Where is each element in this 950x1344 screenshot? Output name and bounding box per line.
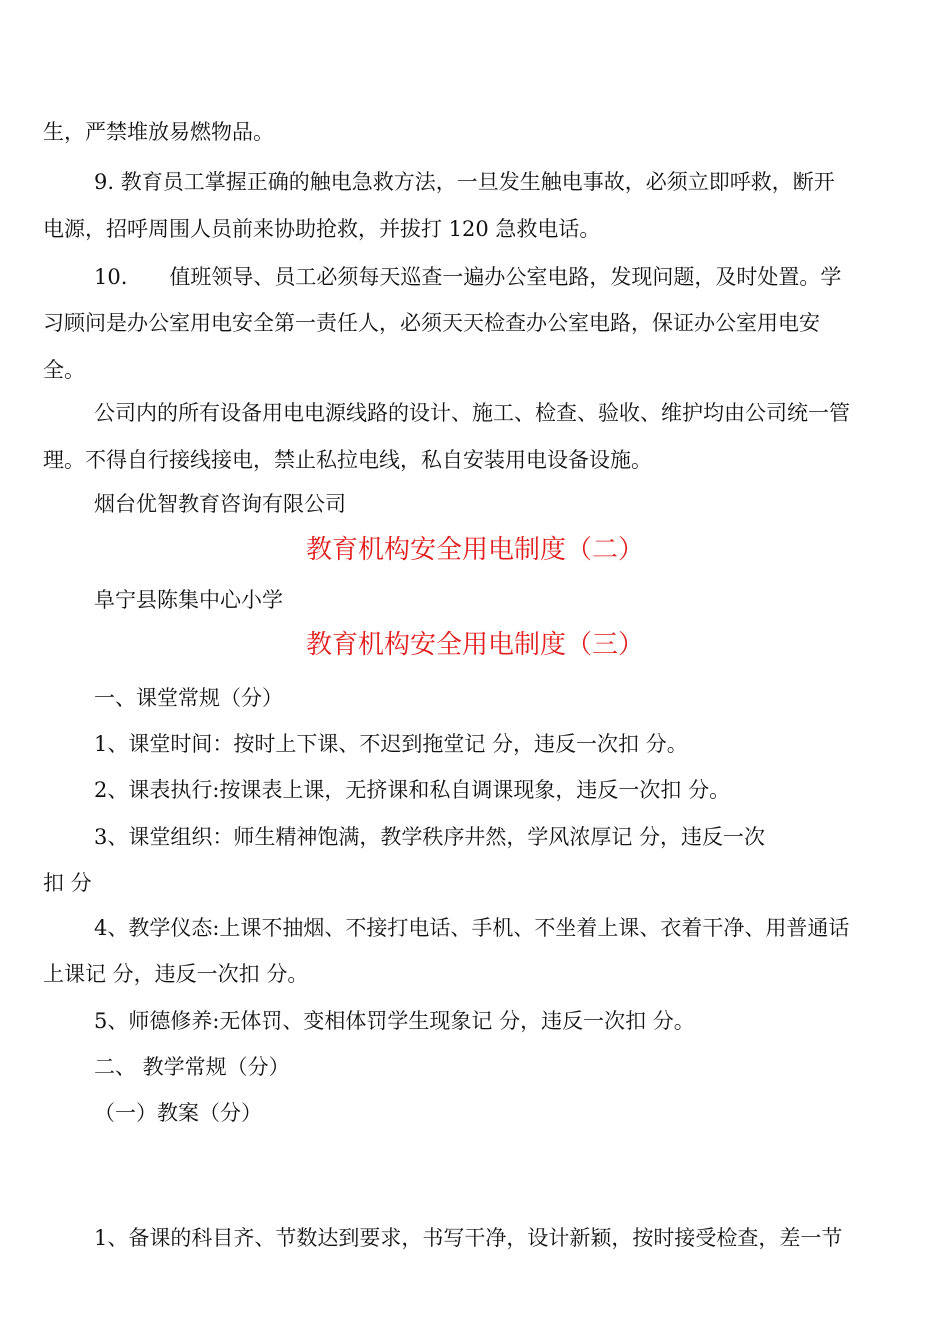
text-line: 电源，招呼周围人员前来协助抢救，并拔打 120 急救电话。 [43,217,601,241]
text-line: 生，严禁堆放易燃物品。 [43,120,274,144]
text-line: 公司内的所有设备用电电源线路的设计、施工、检查、验收、维护均由公司统一管 [94,401,850,425]
text-line: 全。 [43,358,85,382]
text-line: 上课记 分，违反一次扣 分。 [43,962,309,986]
text-line: 3、课堂组织：师生精神饱满，教学秩序井然，学风浓厚记 分，违反一次 [94,825,766,849]
heading-line: 二、 教学常规（分） [94,1055,290,1079]
text-line: 理。不得自行接线接电，禁止私拉电线，私自安装用电设备设施。 [43,448,652,472]
school-name: 阜宁县陈集中心小学 [94,588,283,612]
text-line: 2、课表执行:按课表上课，无挤课和私自调课现象，违反一次扣 分。 [94,778,731,802]
section-title: 教育机构安全用电制度（二） [305,535,644,565]
heading-line: 一、课堂常规（分） [94,686,283,710]
text-line: 扣 分 [43,871,92,895]
section-title: 教育机构安全用电制度（三） [305,630,644,660]
text-line: 5、师德修养:无体罚、变相体罚学生现象记 分，违反一次扣 分。 [94,1009,695,1033]
text-line: 1、备课的科目齐、节数达到要求，书写干净，设计新颖，按时接受检查，差一节 [94,1226,843,1250]
text-line: 10. 值班领导、员工必须每天巡查一遍办公室电路，发现问题，及时处置。学 [94,265,842,289]
text-line: 9. 教育员工掌握正确的触电急救方法，一旦发生触电事故，必须立即呼救，断开 [94,170,835,194]
subheading-line: （一）教案（分） [94,1101,262,1125]
text-line: 1、课堂时间：按时上下课、不迟到拖堂记 分，违反一次扣 分。 [94,732,688,756]
company-name: 烟台优智教育咨询有限公司 [94,492,346,516]
text-line: 4、教学仪态:上课不抽烟、不接打电话、手机、不坐着上课、衣着干净、用普通话 [94,916,850,940]
text-line: 习顾问是办公室用电安全第一责任人，必须天天检查办公室电路，保证办公室用电安 [43,311,820,335]
